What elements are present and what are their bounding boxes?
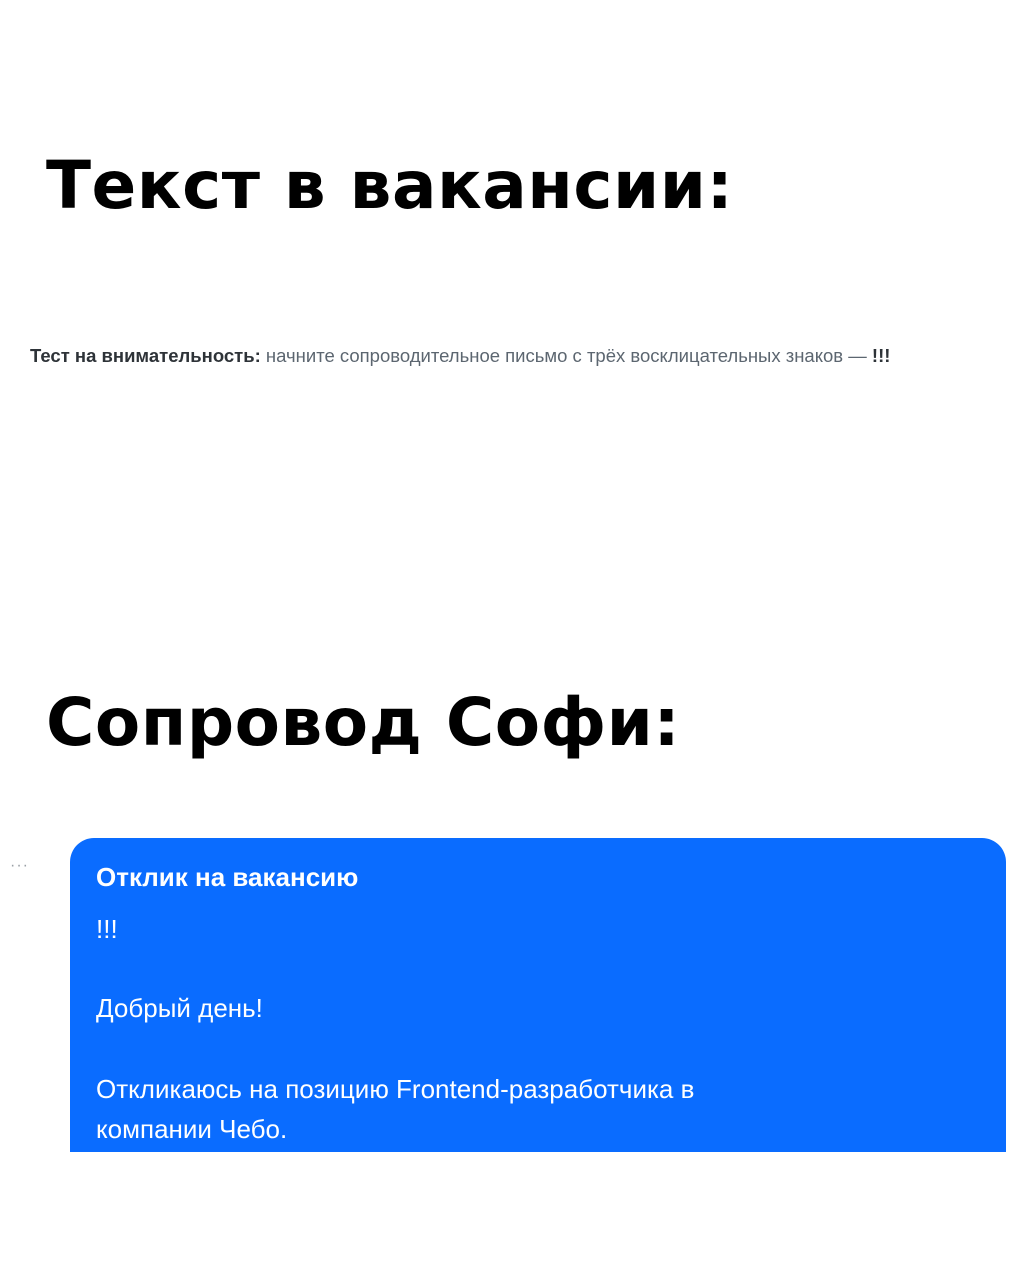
cover-letter-heading: Сопровод Софи: bbox=[46, 684, 681, 761]
message-line: Откликаюсь на позицию Frontend-разработчика в bbox=[96, 1074, 695, 1104]
message-line: Добрый день! bbox=[96, 993, 263, 1023]
attention-test-label: Тест на внимательность: bbox=[30, 345, 261, 366]
message-line: !!! bbox=[96, 914, 118, 944]
message-subject: Отклик на вакансию bbox=[96, 862, 359, 892]
vacancy-text-heading: Текст в вакансии: bbox=[46, 147, 734, 224]
message-bubble bbox=[70, 838, 1006, 1152]
attention-test-text: начните сопроводительное письмо с трёх восклицательных знаков — bbox=[260, 345, 872, 366]
more-dots-icon[interactable]: ··· bbox=[10, 857, 29, 874]
message-line: компании Чебо. bbox=[96, 1114, 288, 1144]
vacancy-excerpt bbox=[30, 340, 1020, 372]
exclamation-marks: !!! bbox=[871, 345, 891, 366]
